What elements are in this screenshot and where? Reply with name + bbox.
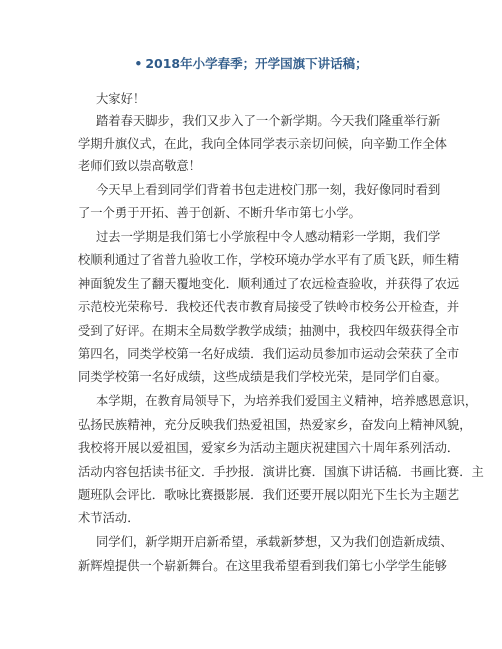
title-bullet: • <box>134 56 143 71</box>
paragraph-line: 第四名，同类学校第一名好成绩．我们运动员参加市运动会荣获了全市 <box>78 347 460 361</box>
document-title <box>0 54 502 72</box>
paragraph-line: 术节活动． <box>78 511 140 525</box>
paragraph-line: 受到了好评。在期末全局数学教学成绩；抽测中，我校四年级获得全市 <box>78 324 460 338</box>
paragraph-line: 过去一学期是我们第七小学旅程中令人感动精彩一学期，我们学 <box>96 230 441 244</box>
paragraph-line: 了一个勇于开拓、善于创新、不断升华市第七小学。 <box>78 206 361 220</box>
paragraph-line: 学期升旗仪式，在此，我向全体同学表示亲切问候，向辛勤工作全体 <box>78 137 447 151</box>
paragraph-line: 本学期，在教育局领导下，为培养我们爱国主义精神，培养感恩意识， <box>96 394 478 408</box>
paragraph-line: 今天早上看到同学们背着书包走进校门那一刻，我好像同时看到 <box>96 183 441 197</box>
paragraph-line: 弘扬民族精神，充分反映我们热爱祖国，热爱家乡，奋发向上精神风貌， <box>78 418 472 432</box>
paragraph-line: 新辉煌提供一个崭新舞台。在这里我希望看到我们第七小学学生能够 <box>78 559 447 573</box>
paragraph-line: 神面貌发生了翻天覆地变化．顺利通过了农远检查验收，并获得了农远 <box>78 277 460 291</box>
paragraph-line: 大家好！ <box>96 92 146 106</box>
paragraph-line: 同学们，新学期开启新希望，承载新梦想，又为我们创造新成绩、 <box>96 535 453 549</box>
title-text: 2018年小学春季；开学国旗下讲话稿； <box>145 56 368 71</box>
paragraph-line: 老师们致以崇高敬意！ <box>78 159 201 173</box>
paragraph-line: 同类学校第一名好成绩，这些成绩是我们学校光荣，是同学们自豪。 <box>78 370 447 384</box>
paragraph-line: 题班队会评比．歌咏比赛摄影展．我们还要开展以阳光下生长为主题艺 <box>78 488 460 502</box>
paragraph-line: 校顺利通过了省普九验收工作，学校环境办学水平有了质飞跃，师生精 <box>78 253 460 267</box>
paragraph-line: 示范校光荣称号．我校还代表市教育局接受了铁岭市校务公开检查，并 <box>78 300 460 314</box>
paragraph-line: 踏着春天脚步，我们又步入了一个新学期。今天我们隆重举行新 <box>96 114 441 128</box>
paragraph-line: 我校将开展以爱祖国，爱家乡为活动主题庆祝建国六十周年系列活动． <box>78 441 460 455</box>
paragraph-line: 活动内容包括读书征文．手抄报．演讲比赛．国旗下讲话稿．书画比赛．主 <box>78 465 484 479</box>
